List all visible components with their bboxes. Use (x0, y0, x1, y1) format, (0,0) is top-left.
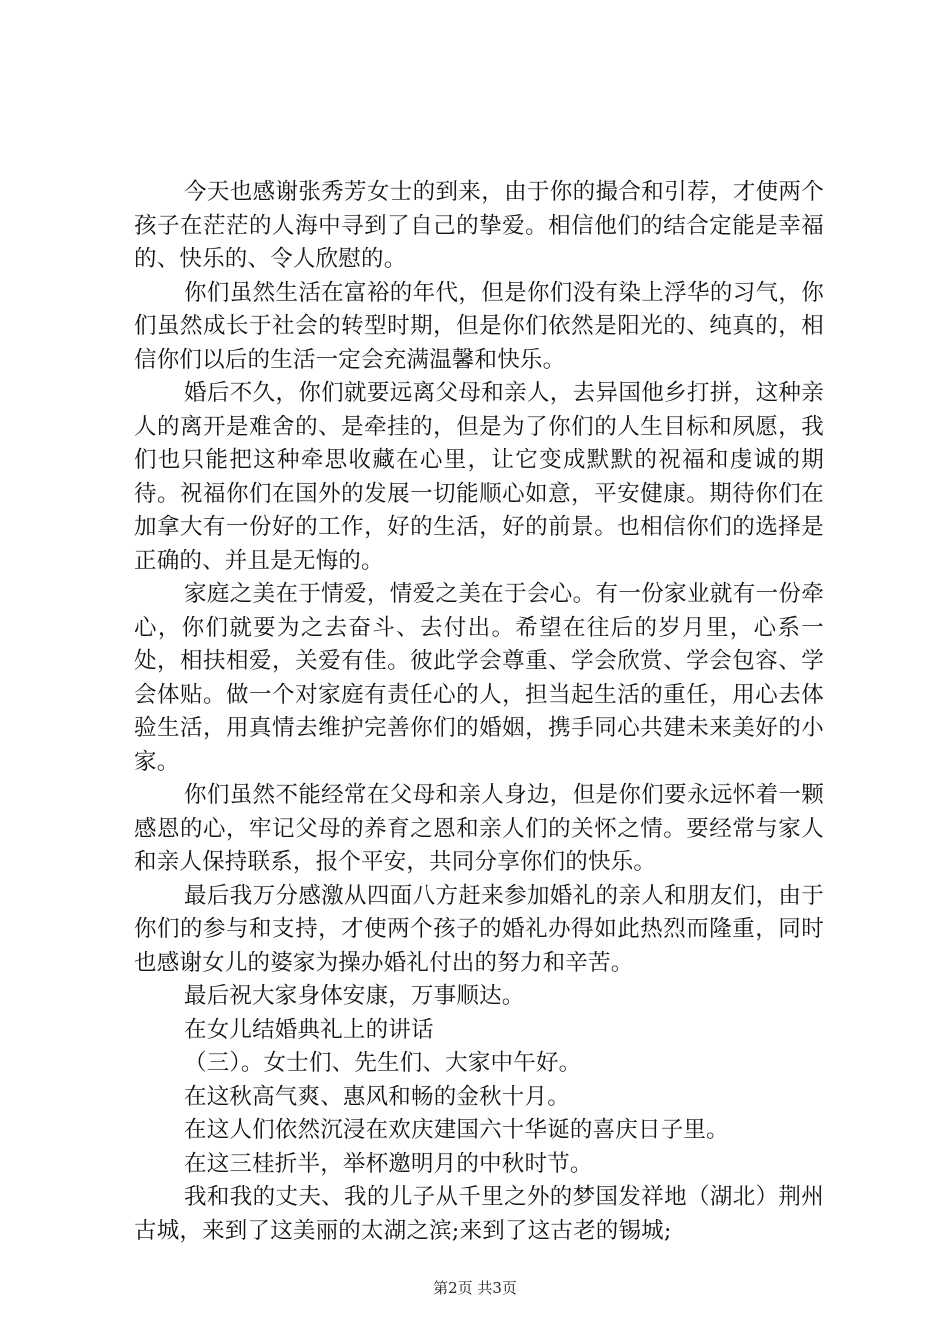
paragraph-journey: 我和我的丈夫、我的儿子从千里之外的梦国发祥地（湖北）荆州古城，来到了这美丽的太湖之滨;来到了这古老的锡城; (134, 1184, 824, 1244)
paragraph-family-love: 家庭之美在于情爱，情爱之美在于会心。有一份家业就有一份牵心，你们就要为之去奋斗、去付出。希望在往后的岁月里，心系一处，相扶相爱，关爱有佳。彼此学会尊重、学会欣赏、学会包容、学会体贴。做一个对家庭有责任心的人，担当起生活的重任，用心去体验生活，用真情去维护完善你们的婚姻，携手同心共建未来美好的小家。 (134, 581, 824, 775)
paragraph-national-day: 在这人们依然沉浸在欢庆建国六十华诞的喜庆日子里。 (184, 1117, 729, 1143)
document-body (134, 176, 824, 1248)
paragraph-gratitude: 你们虽然不能经常在父母和亲人身边，但是你们要永远怀着一颗感恩的心，牢记父母的养育之恩和亲人们的关怀之情。要经常与家人和亲人保持联系，报个平安，共同分享你们的快乐。 (134, 782, 824, 875)
paragraph-autumn: 在这秋高气爽、惠风和畅的金秋十月。 (184, 1083, 570, 1110)
paragraph-mid-autumn: 在这三桂折半，举杯邀明月的中秋时节。 (184, 1150, 593, 1177)
paragraph-greeting: （三）。女士们、先生们、大家中午好。 (184, 1050, 582, 1076)
paragraph-going-abroad: 婚后不久，你们就要远离父母和亲人，去异国他乡打拼，这种亲人的离开是难舍的、是牵挂的，但是为了你们的人生目标和夙愿，我们也只能把这种牵思收藏在心里，让它变成默默的祝福和虔诚的期待。祝福你们在国外的发展一切能顺心如意，平安健康。期待你们在加拿大有一份好的工作，好的生活，好的前景。也相信你们的选择是正确的、并且是无悔的。 (134, 380, 824, 574)
page-footer: 第2页 共3页 (433, 1279, 517, 1297)
paragraph-blessing: 最后祝大家身体安康，万事顺达。 (184, 983, 525, 1009)
section-title: 在女儿结婚典礼上的讲话 (184, 1016, 434, 1043)
paragraph-thanks-matchmaker: 今天也感谢张秀芳女士的到来，由于你的撮合和引荐，才使两个孩子在茫茫的人海中寻到了自己的挚爱。相信他们的结合定能是幸福的、快乐的、令人欣慰的。 (134, 179, 824, 272)
paragraph-character: 你们虽然生活在富裕的年代，但是你们没有染上浮华的习气，你们虽然成长于社会的转型时期，但是你们依然是阳光的、纯真的，相信你们以后的生活一定会充满温馨和快乐。 (134, 279, 824, 373)
paragraph-thanks-guests: 最后我万分感激从四面八方赶来参加婚礼的亲人和朋友们，由于你们的参与和支持，才使两个孩子的婚礼办得如此热烈而隆重，同时也感谢女儿的婆家为操办婚礼付出的努力和辛苦。 (134, 882, 824, 976)
